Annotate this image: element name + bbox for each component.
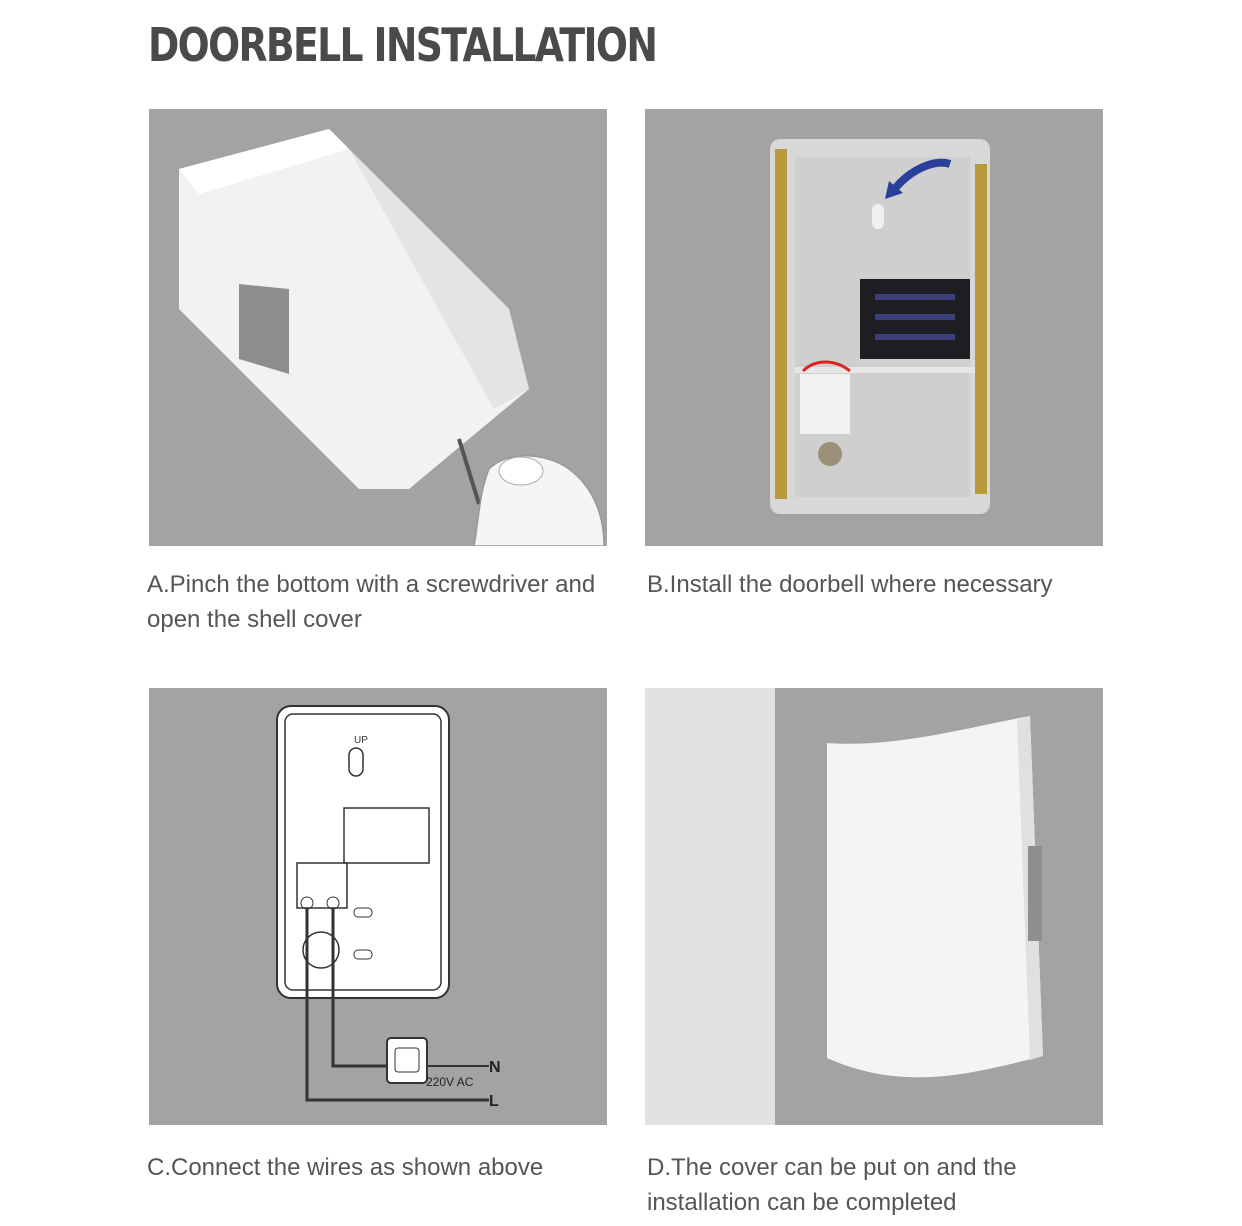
step-d-image	[645, 688, 1103, 1125]
step-c-image	[149, 688, 607, 1125]
wiring-diagram	[149, 688, 607, 1125]
step-d-caption: D.The cover can be put on and the installation can be completed	[647, 1154, 1017, 1216]
page-title: DOORBELL INSTALLATION	[148, 18, 657, 72]
step-b-image	[645, 109, 1103, 546]
step-a-image	[149, 109, 607, 546]
step-c-caption: C.Connect the wires as shown above	[147, 1154, 544, 1181]
doorbell-cover-illustration	[149, 109, 607, 546]
step-a-caption: A.Pinch the bottom with a screwdriver and open the shell cover	[147, 571, 596, 633]
neutral-label: N	[489, 1059, 501, 1076]
step-b-caption: B.Install the doorbell where necessary	[647, 571, 1053, 598]
live-label: L	[489, 1093, 499, 1110]
doorbell-base-illustration	[645, 109, 1103, 546]
voltage-label: 220V AC	[426, 1075, 474, 1089]
up-label: UP	[354, 735, 368, 746]
installed-doorbell-illustration	[645, 688, 1103, 1125]
